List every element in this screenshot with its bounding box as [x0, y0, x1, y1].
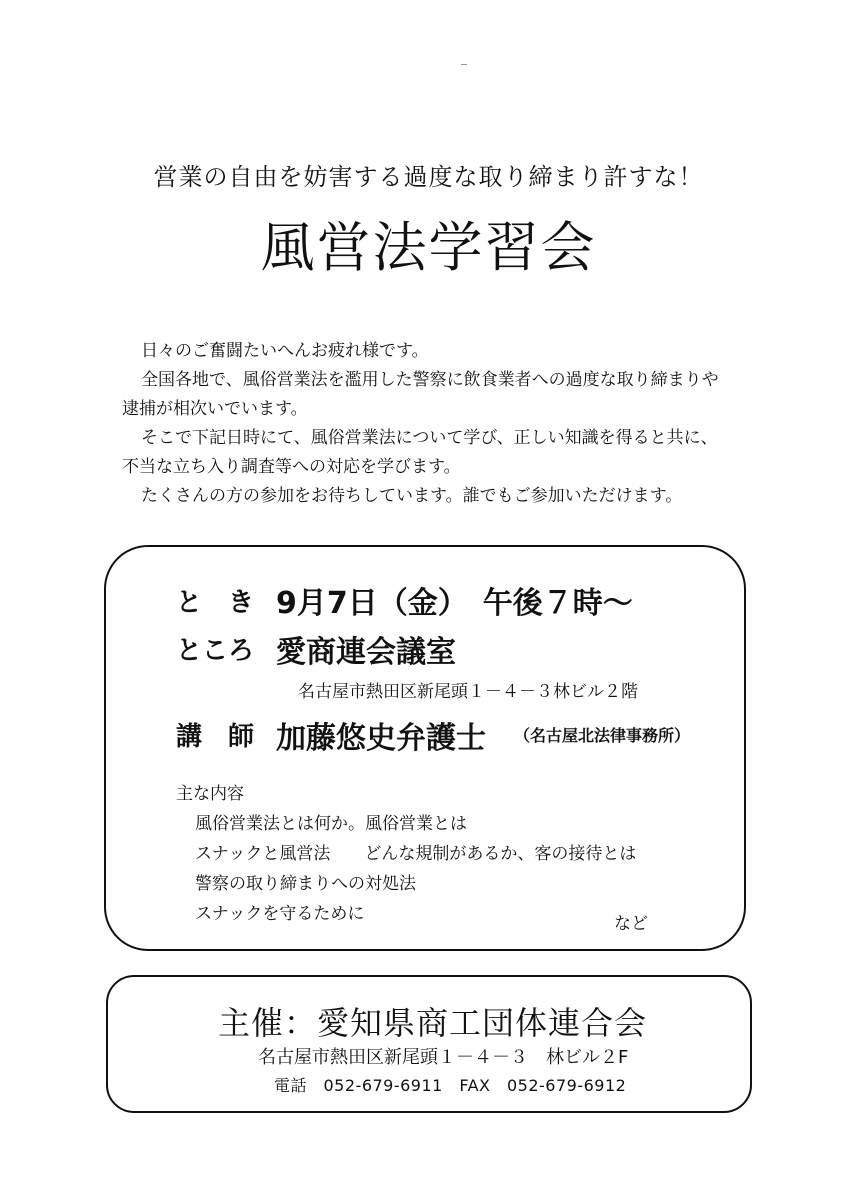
intro-line: 日々のご奮闘たいへんお疲れ様です。 — [141, 341, 429, 361]
scan-mark — [461, 64, 467, 65]
where-address: 名古屋市熱田区新尾頭１－４－３林ビル２階 — [298, 682, 638, 702]
intro-line: たくさんの方の参加をお待ちしています。誰でもご参加いただけます。 — [141, 486, 683, 506]
intro-paragraph — [122, 337, 762, 511]
list-item: 風俗営業法とは何か。風俗営業とは — [195, 814, 467, 834]
contents-heading: 主な内容 — [176, 784, 244, 804]
intro-line: 不当な立ち入り調査等への対応を学びます。 — [122, 457, 461, 477]
list-item: 警察の取り締まりへの対処法 — [195, 874, 416, 894]
intro-line: 全国各地で、風俗営業法を濫用した警察に飲食業者への過度な取り締まりや — [141, 370, 719, 390]
contents-list — [176, 779, 636, 929]
where-label: ところ — [176, 636, 255, 666]
subtitle: 営業の自由を妨害する過度な取り締まり許すな！ — [153, 163, 704, 191]
when-value: 9月7日（金） 午後７時～ — [276, 586, 633, 621]
when-label: と き — [176, 588, 255, 618]
host-title: 主催：愛知県商工団体連合会 — [218, 1004, 648, 1042]
speaker-label: 講 師 — [176, 722, 255, 752]
speaker-affiliation: （名古屋北法律事務所） — [514, 726, 691, 745]
where-value: 愛商連会議室 — [276, 635, 456, 670]
host-address: 名古屋市熱田区新尾頭１－４－３ 林ビル２F — [258, 1047, 629, 1068]
contents-etc: など — [614, 914, 648, 934]
list-item: スナックと風営法 どんな規制があるか、客の接待とは — [195, 844, 637, 864]
speaker-name: 加藤悠史弁護士 — [276, 721, 486, 756]
list-item: スナックを守るために — [195, 904, 365, 924]
page-title: 風営法学習会 — [260, 216, 597, 279]
intro-line: そこで下記日時にて、風俗営業法について学び、正しい知識を得ると共に、 — [141, 428, 718, 448]
host-phone-fax: 電話 052-679-6911 FAX 052-679-6912 — [274, 1076, 627, 1095]
intro-line: 逮捕が相次いでいます。 — [122, 399, 308, 419]
